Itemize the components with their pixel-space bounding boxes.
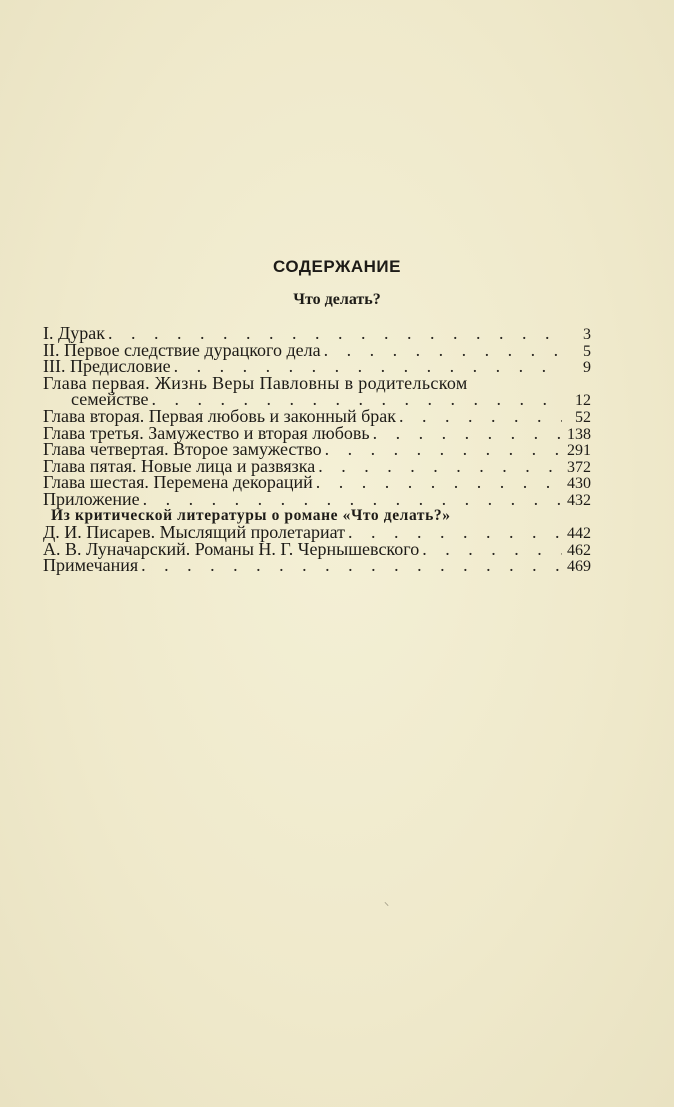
toc-entry-title: семействе [71,389,149,410]
toc-entry-title: II. Первое следствие дурацкого дела [43,339,321,360]
toc-leader-dots [325,441,562,458]
toc-entry-title: Глава шестая. Перемена декораций [43,472,313,493]
toc-entry-title: Приложение [43,488,140,509]
toc-entry-page: 462 [567,541,591,559]
toc-entry-page: 52 [575,408,591,426]
toc-entry-page: 12 [575,392,591,410]
toc-leader-dots [373,425,562,442]
toc-entry-title: Примечания [43,555,139,576]
toc-entry-title: Д. И. Писарев. Мыслящий пролетариат [43,522,346,543]
toc-leader-dots [318,458,562,475]
toc-entry-title: Глава четвертая. Второе замужество [43,439,322,460]
toc-entry [43,488,591,509]
toc-entry-page: 372 [567,458,591,476]
toc-entry-title: Глава третья. Замужество и вторая любовь [43,422,370,443]
toc-leader-dots [399,408,562,425]
toc-leader-dots [141,557,562,574]
toc-entry-title: Глава пятая. Новые лица и развязка [43,455,316,476]
paper-speck: ⸜ [384,897,389,908]
table-of-contents [43,325,591,574]
toc-entry-page: 3 [583,326,591,343]
toc-entry-title: III. Предисловие [43,356,171,377]
toc-entry-page: 9 [583,359,591,377]
page-title: СОДЕРЖАНИЕ [273,257,401,276]
toc-entry [43,557,591,574]
toc-entry-page: 5 [583,342,591,360]
toc-entry-title: Глава вторая. Первая любовь и законный брак [43,405,396,426]
toc-leader-dots [422,541,562,558]
toc-leader-dots [143,491,562,508]
toc-entry-page: 291 [567,442,591,460]
toc-entry-page: 469 [567,558,591,576]
toc-entry-title: А. В. Луначарский. Романы Н. Г. Чернышевского [43,538,420,559]
toc-entry-title: Из критической литературы о романе «Что делать?» [51,506,451,524]
toc-entry-title: Глава первая. Жизнь Веры Павловны в родительском [43,372,468,393]
toc-entry-page: 138 [567,425,591,443]
toc-leader-dots [316,474,562,491]
section-title: Что делать? [293,291,381,308]
toc-entry-page: 432 [567,491,591,509]
toc-entry-title: I. Дурак [43,323,106,343]
toc-leader-dots [324,342,562,359]
toc-entry-page: 442 [567,525,591,543]
toc-entry-page: 430 [567,475,591,493]
